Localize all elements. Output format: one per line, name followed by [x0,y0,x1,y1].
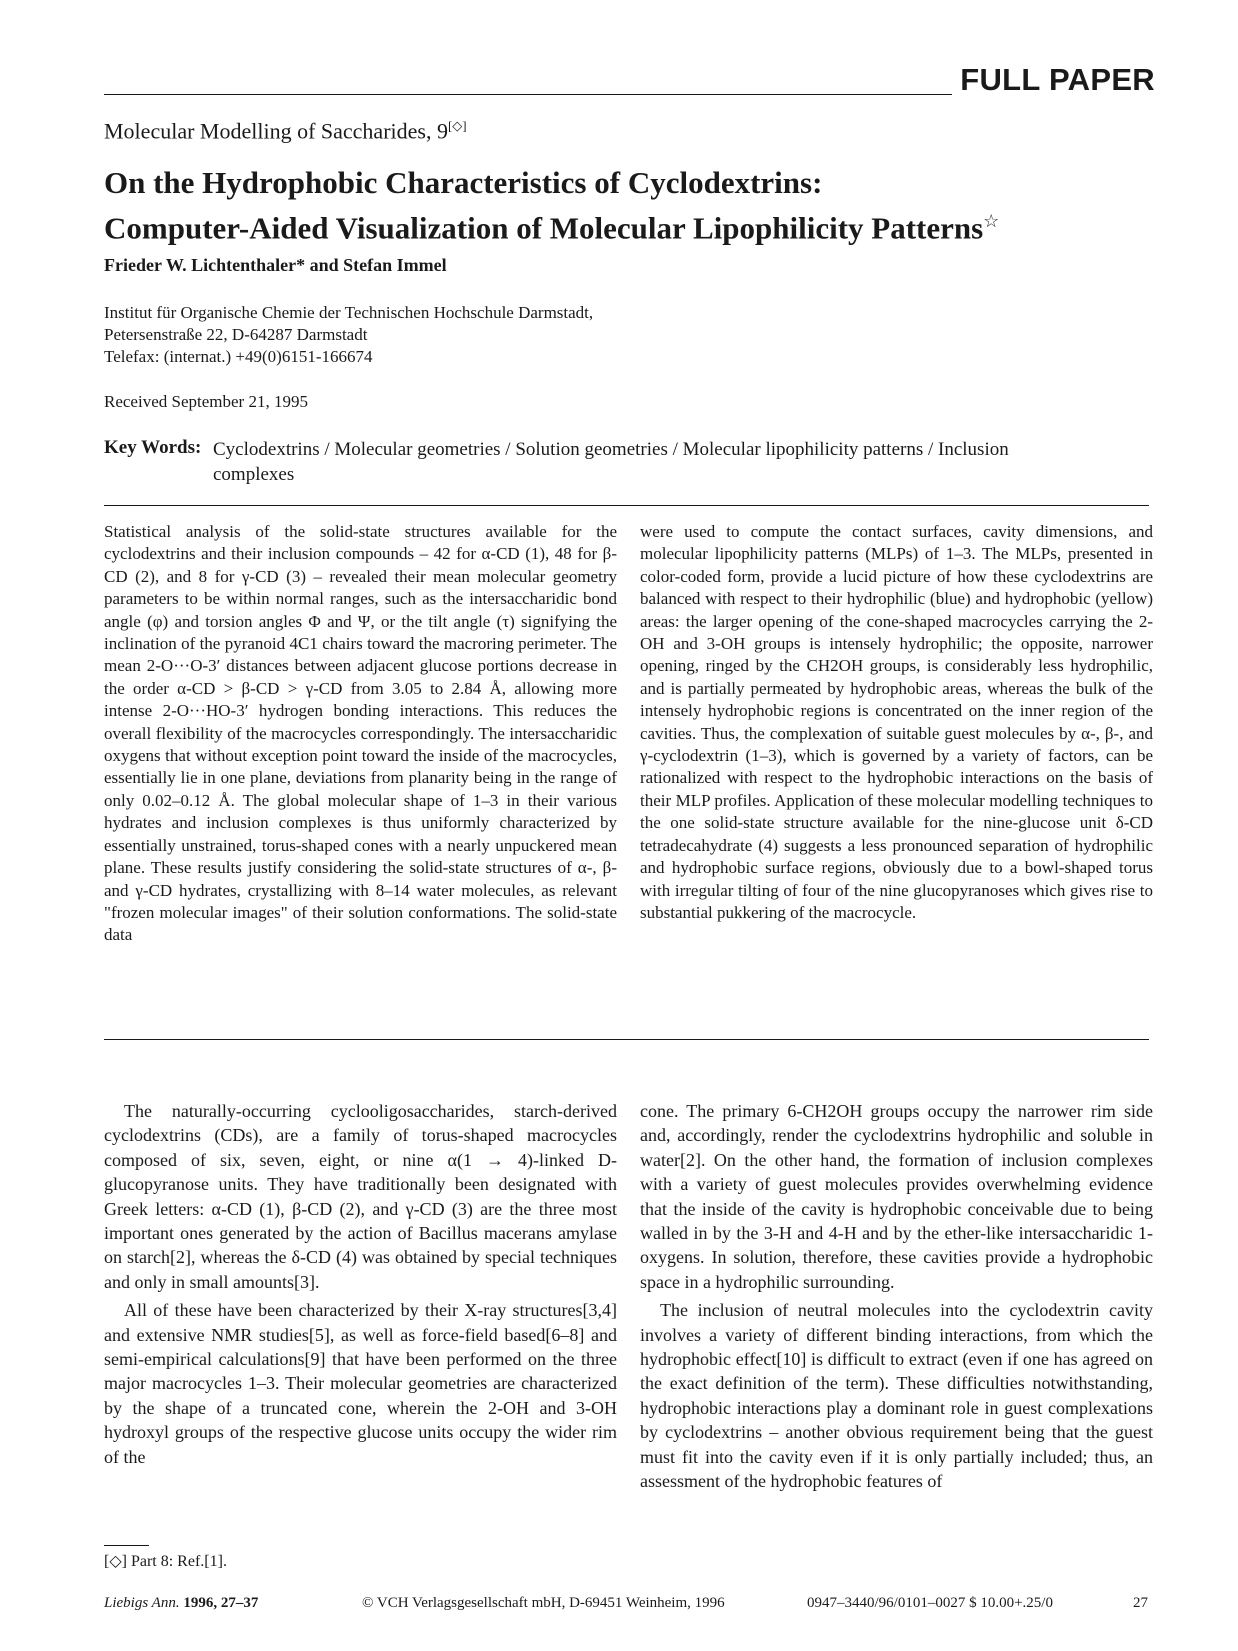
title-star-mark: ☆ [983,211,1000,231]
affiliation [104,302,593,368]
body-paragraph: The inclusion of neutral molecules into the cyclodextrin cavity involves a variety of different binding interactions, from which the hydrophobic effect[10] is difficult to extract (even if one has agreed on the exact definition of the term). These difficulties notwithstanding, hydrophobic interactions play a dominant role in guest complexations by cyclodextrins – another obvious requirement being that the guest must fit into the cavity even if it is only partially included; thus, an assessment of the hydrophobic features of [640,1300,1153,1492]
received-date: Received September 21, 1995 [104,392,308,411]
title-line-2-text: Computer-Aided Visualization of Molecular Lipophilicity Patterns [104,210,984,246]
title-line-2 [104,202,1164,247]
journal-name: Liebigs Ann. [104,1595,180,1611]
footnote-rule [104,1545,149,1546]
affiliation-line: Institut für Organische Chemie der Technischen Hochschule Darmstadt, [104,303,594,322]
title-line-1: On the Hydrophobic Characteristics of Cyclodextrins: [104,165,823,200]
abstract-left-column: Statistical analysis of the solid-state structures available for the cyclodextrins and their inclusion compounds – 42 for α-CD (1), 48 for β-CD (2), and 8 for γ-CD (3) – revealed their mean molecular geometry parameters to be within normal ranges, such as the intersaccharidic bond angle (φ) and torsion angles Φ and Ψ, or the tilt angle (τ) signifying the inclination of the pyranoid 4C1 chairs toward the macroring perimeter. The mean 2-O···O-3′ distances between adjacent glucose portions decrease in the order α-CD > β-CD > γ-CD from 3.05 to 2.84 Å, allowing more intense 2-O···HO-3′ hydrogen bonding interactions. This reduces the overall flexibility of the macrocycles correspondingly. The intersaccharidic oxygens that without exception point toward the inside of the macrocycles, essentially lie in one plane, deviations from planarity being in the range of only 0.02–0.12 Å. The global molecular shape of 1–3 in their various hydrates and inclusion complexes is thus uniformly characterized by essentially unstrained, torus-shaped cones with a nearly unpuckered mean plane. These results justify considering the solid-state structures of α-, β- and γ-CD hydrates, crystallizing with 8–14 water molecules, as relevant "frozen molecular images" of their solution conformations. The solid-state data [104,522,617,945]
journal-year-pages: 1996, 27–37 [183,1595,259,1611]
abstract-bottom-rule [104,1039,1149,1040]
body-left-column [104,1099,617,1469]
section-label: FULL PAPER [960,62,1155,97]
footnote: [◇] Part 8: Ref.[1]. [104,1553,227,1570]
series-text: Molecular Modelling of Saccharides, 9 [104,118,448,144]
header-rule [104,94,952,95]
keywords: Cyclodextrins / Molecular geometries / Solution geometries / Molecular lipophilicity patterns / Inclusion complexes [213,439,1009,485]
keywords-label: Key Words: [104,437,202,458]
authors: Frieder W. Lichtenthaler* and Stefan Immel [104,255,447,275]
series-mark: [◇] [447,118,467,133]
footer-code: 0947–3440/96/0101–0027 $ 10.00+.25/0 [807,1595,1053,1611]
abstract-top-rule [104,505,1149,506]
affiliation-line: Petersenstraße 22, D-64287 Darmstadt [104,325,368,344]
body-paragraph: The naturally-occurring cyclooligosaccharides, starch-derived cyclodextrins (CDs), are a family of torus-shaped macrocycles composed of six, seven, eight, or nine α(1 → 4)-linked D-glucopyranose units. They have traditionally been designated with Greek letters: α-CD (1), β-CD (2), and γ-CD (3) are the three most important ones generated by the action of Bacillus macerans amylase on starch[2], whereas the δ-CD (4) was obtained by special techniques and only in small amounts[3]. [104,1101,617,1292]
series-title [104,118,467,144]
paper-title [104,164,1164,247]
page-number: 27 [1133,1595,1148,1611]
abstract-right-column: were used to compute the contact surfaces, cavity dimensions, and molecular lipophilicity patterns (MLPs) of 1–3. The MLPs, presented in color-coded form, provide a lucid picture of how these cyclodextrins are balanced with respect to their hydrophilic (blue) and hydrophobic (yellow) areas: the larger opening of the cone-shaped macrocycles carrying the 2-OH and 3-OH groups is intensely hydrophilic; the opposite, narrower opening, ringed by the CH2OH groups, is considerably less hydrophilic, and is partially permeated by hydrophobic areas, whereas the bulk of the intensely hydrophobic regions is concentrated on the inner region of the cavities. Thus, the complexation of suitable guest molecules by α-, β-, and γ-cyclodextrin (1–3), which is governed by a variety of factors, can be rationalized with respect to the hydrophobic interactions on the basis of their MLP profiles. Application of these molecular modelling techniques to the one solid-state structure available for the nine-glucose unit δ-CD tetradecahydrate (4) suggests a less pronounced separation of hydrophilic and hydrophobic surface regions, obviously due to a bowl-shaped torus with irregular tilting of four of the nine glucopyranoses which gives rise to substantial pukkering of the macrocycle. [640,522,1153,922]
affiliation-line: Telefax: (internat.) +49(0)6151-166674 [104,347,373,366]
body-paragraph: All of these have been characterized by their X-ray structures[3,4] and extensive NMR studies[5], as well as force-field based[6–8] and semi-empirical calculations[9] that have been performed on the three major macrocycles 1–3. Their molecular geometries are characterized by the shape of a truncated cone, wherein the 2-OH and 3-OH hydroxyl groups of the respective glucose units occupy the wider rim of the [104,1300,617,1467]
footer-journal [104,1595,258,1612]
body-right-column [640,1099,1153,1494]
body-paragraph: cone. The primary 6-CH2OH groups occupy the narrower rim side and, accordingly, render the cyclodextrins hydrophilic and soluble in water[2]. On the other hand, the formation of inclusion complexes with a variety of guest molecules provides overwhelming evidence that the inside of the cavity is hydrophobic conceivable due to being walled in by the 3-H and 4-H and by the ether-like intersaccharidic 1-oxygens. In solution, therefore, these cavities provide a hydrophobic space in a hydrophilic surrounding. [640,1101,1153,1292]
footer-publisher: © VCH Verlagsgesellschaft mbH, D-69451 Weinheim, 1996 [362,1595,725,1611]
